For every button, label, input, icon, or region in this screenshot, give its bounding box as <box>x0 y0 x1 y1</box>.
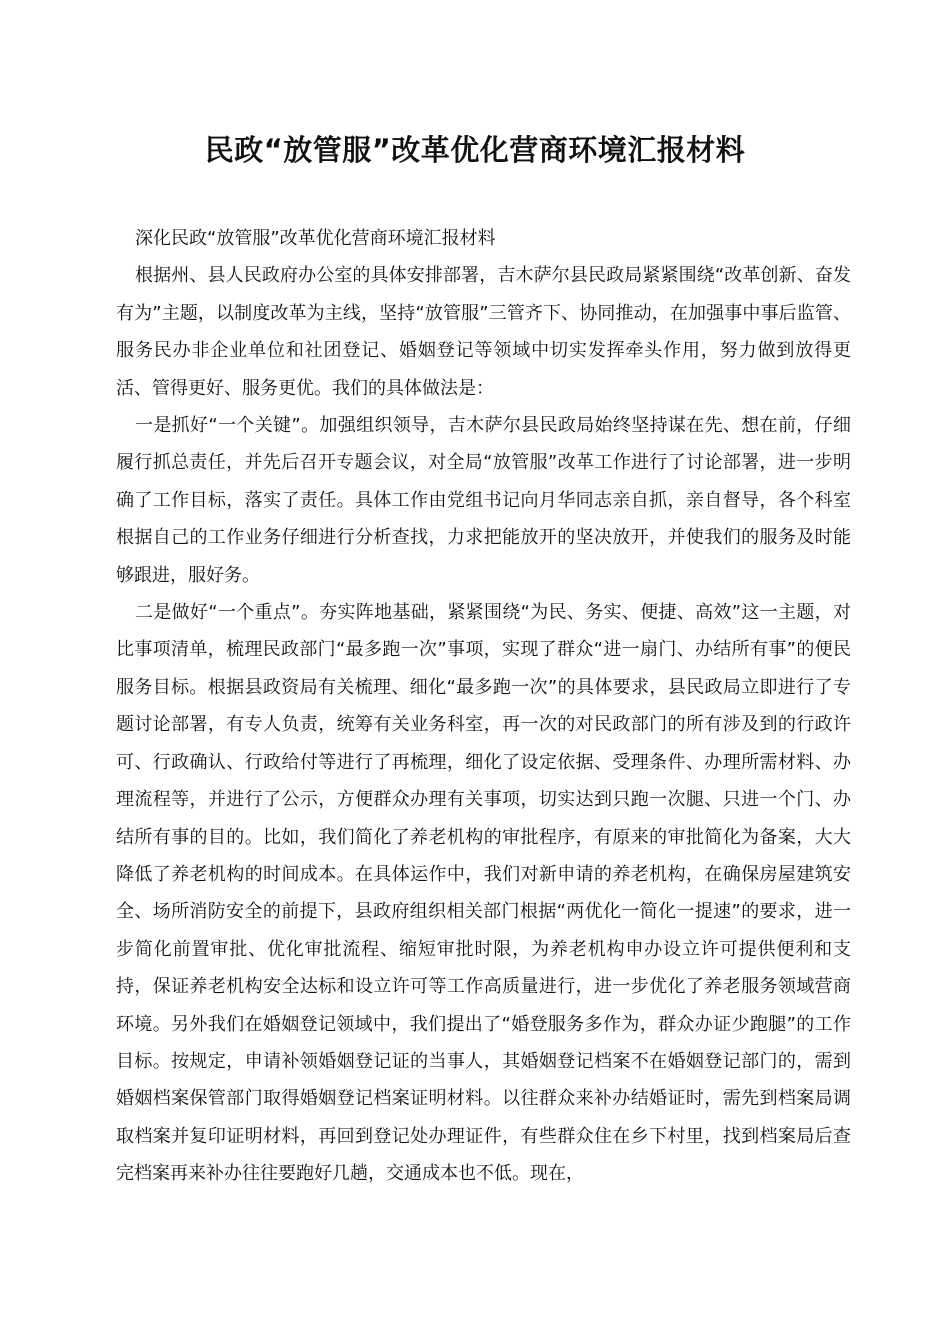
document-body <box>116 220 851 1193</box>
paragraph-point-two: 二是做好“一个重点”。夯实阵地基础，紧紧围绕“为民、务实、便捷、高效”这一主题，对比事项清单，梳理民政部门“最多跑一次”事项，实现了群众“进一扇门、办结所有事”的便民服务目标。根据县政资局有关梳理、细化“最多跑一次”的具体要求，县民政局立即进行了专题讨论部署，有专人负责，统筹有关业务科室，再一次的对民政部门的所有涉及到的行政许可、行政确认、行政给付等进行了再梳理，细化了设定依据、受理条件、办理所需材料、办理流程等，并进行了公示，方便群众办理有关事项，切实达到只跑一次腿、只进一个门、办结所有事的目的。比如，我们简化了养老机构的审批程序，有原来的审批简化为备案，大大降低了养老机构的时间成本。在具体运作中，我们对新申请的养老机构，在确保房屋建筑安全、场所消防安全的前提下，县政府组织相关部门根据“两优化一简化一提速”的要求，进一步简化前置审批、优化审批流程、缩短审批时限，为养老机构申办设立许可提供便利和支持，保证养老机构安全达标和设立许可等工作高质量进行，进一步优化了养老服务领域营商环境。另外我们在婚姻登记领域中，我们提出了“婚登服务多作为，群众办证少跑腿”的工作目标。按规定，申请补领婚姻登记证的当事人，其婚姻登记档案不在婚姻登记部门的，需到婚姻档案保管部门取得婚姻登记档案证明材料。以往群众来补办结婚证时，需先到档案局调取档案并复印证明材料，再回到登记处办理证件，有些群众住在乡下村里，找到档案局后查完档案再来补办往往要跑好几趟，交通成本也不低。现在， <box>116 602 851 1185</box>
paragraph-subtitle: 深化民政“放管服”改革优化营商环境汇报材料 <box>135 228 496 249</box>
paragraph-point-one: 一是抓好“一个关键”。加强组织领导，吉木萨尔县民政局始终坚持谋在先、想在前，仔细履行抓总责任，并先后召开专题会议，对全局“放管服”改革工作进行了讨论部署，进一步明确了工作目标，落实了责任。具体工作由党组书记向月华同志亲自抓，亲自督导，各个科室根据自己的工作业务仔细进行分析查找，力求把能放开的坚决放开，并使我们的服务及时能够跟进，服好务。 <box>116 415 851 586</box>
document-title: 民政“放管服”改革优化营商环境汇报材料 <box>204 133 746 167</box>
paragraph-intro: 根据州、县人民政府办公室的具体安排部署，吉木萨尔县民政局紧紧围绕“改革创新、奋发有为”主题，以制度改革为主线，坚持“放管服”三管齐下、协同推动，在加强事中事后监管、服务民办非企业单位和社团登记、婚姻登记等领域中切实发挥牵头作用，努力做到放得更活、管得更好、服务更优。我们的具体做法是： <box>116 265 851 399</box>
